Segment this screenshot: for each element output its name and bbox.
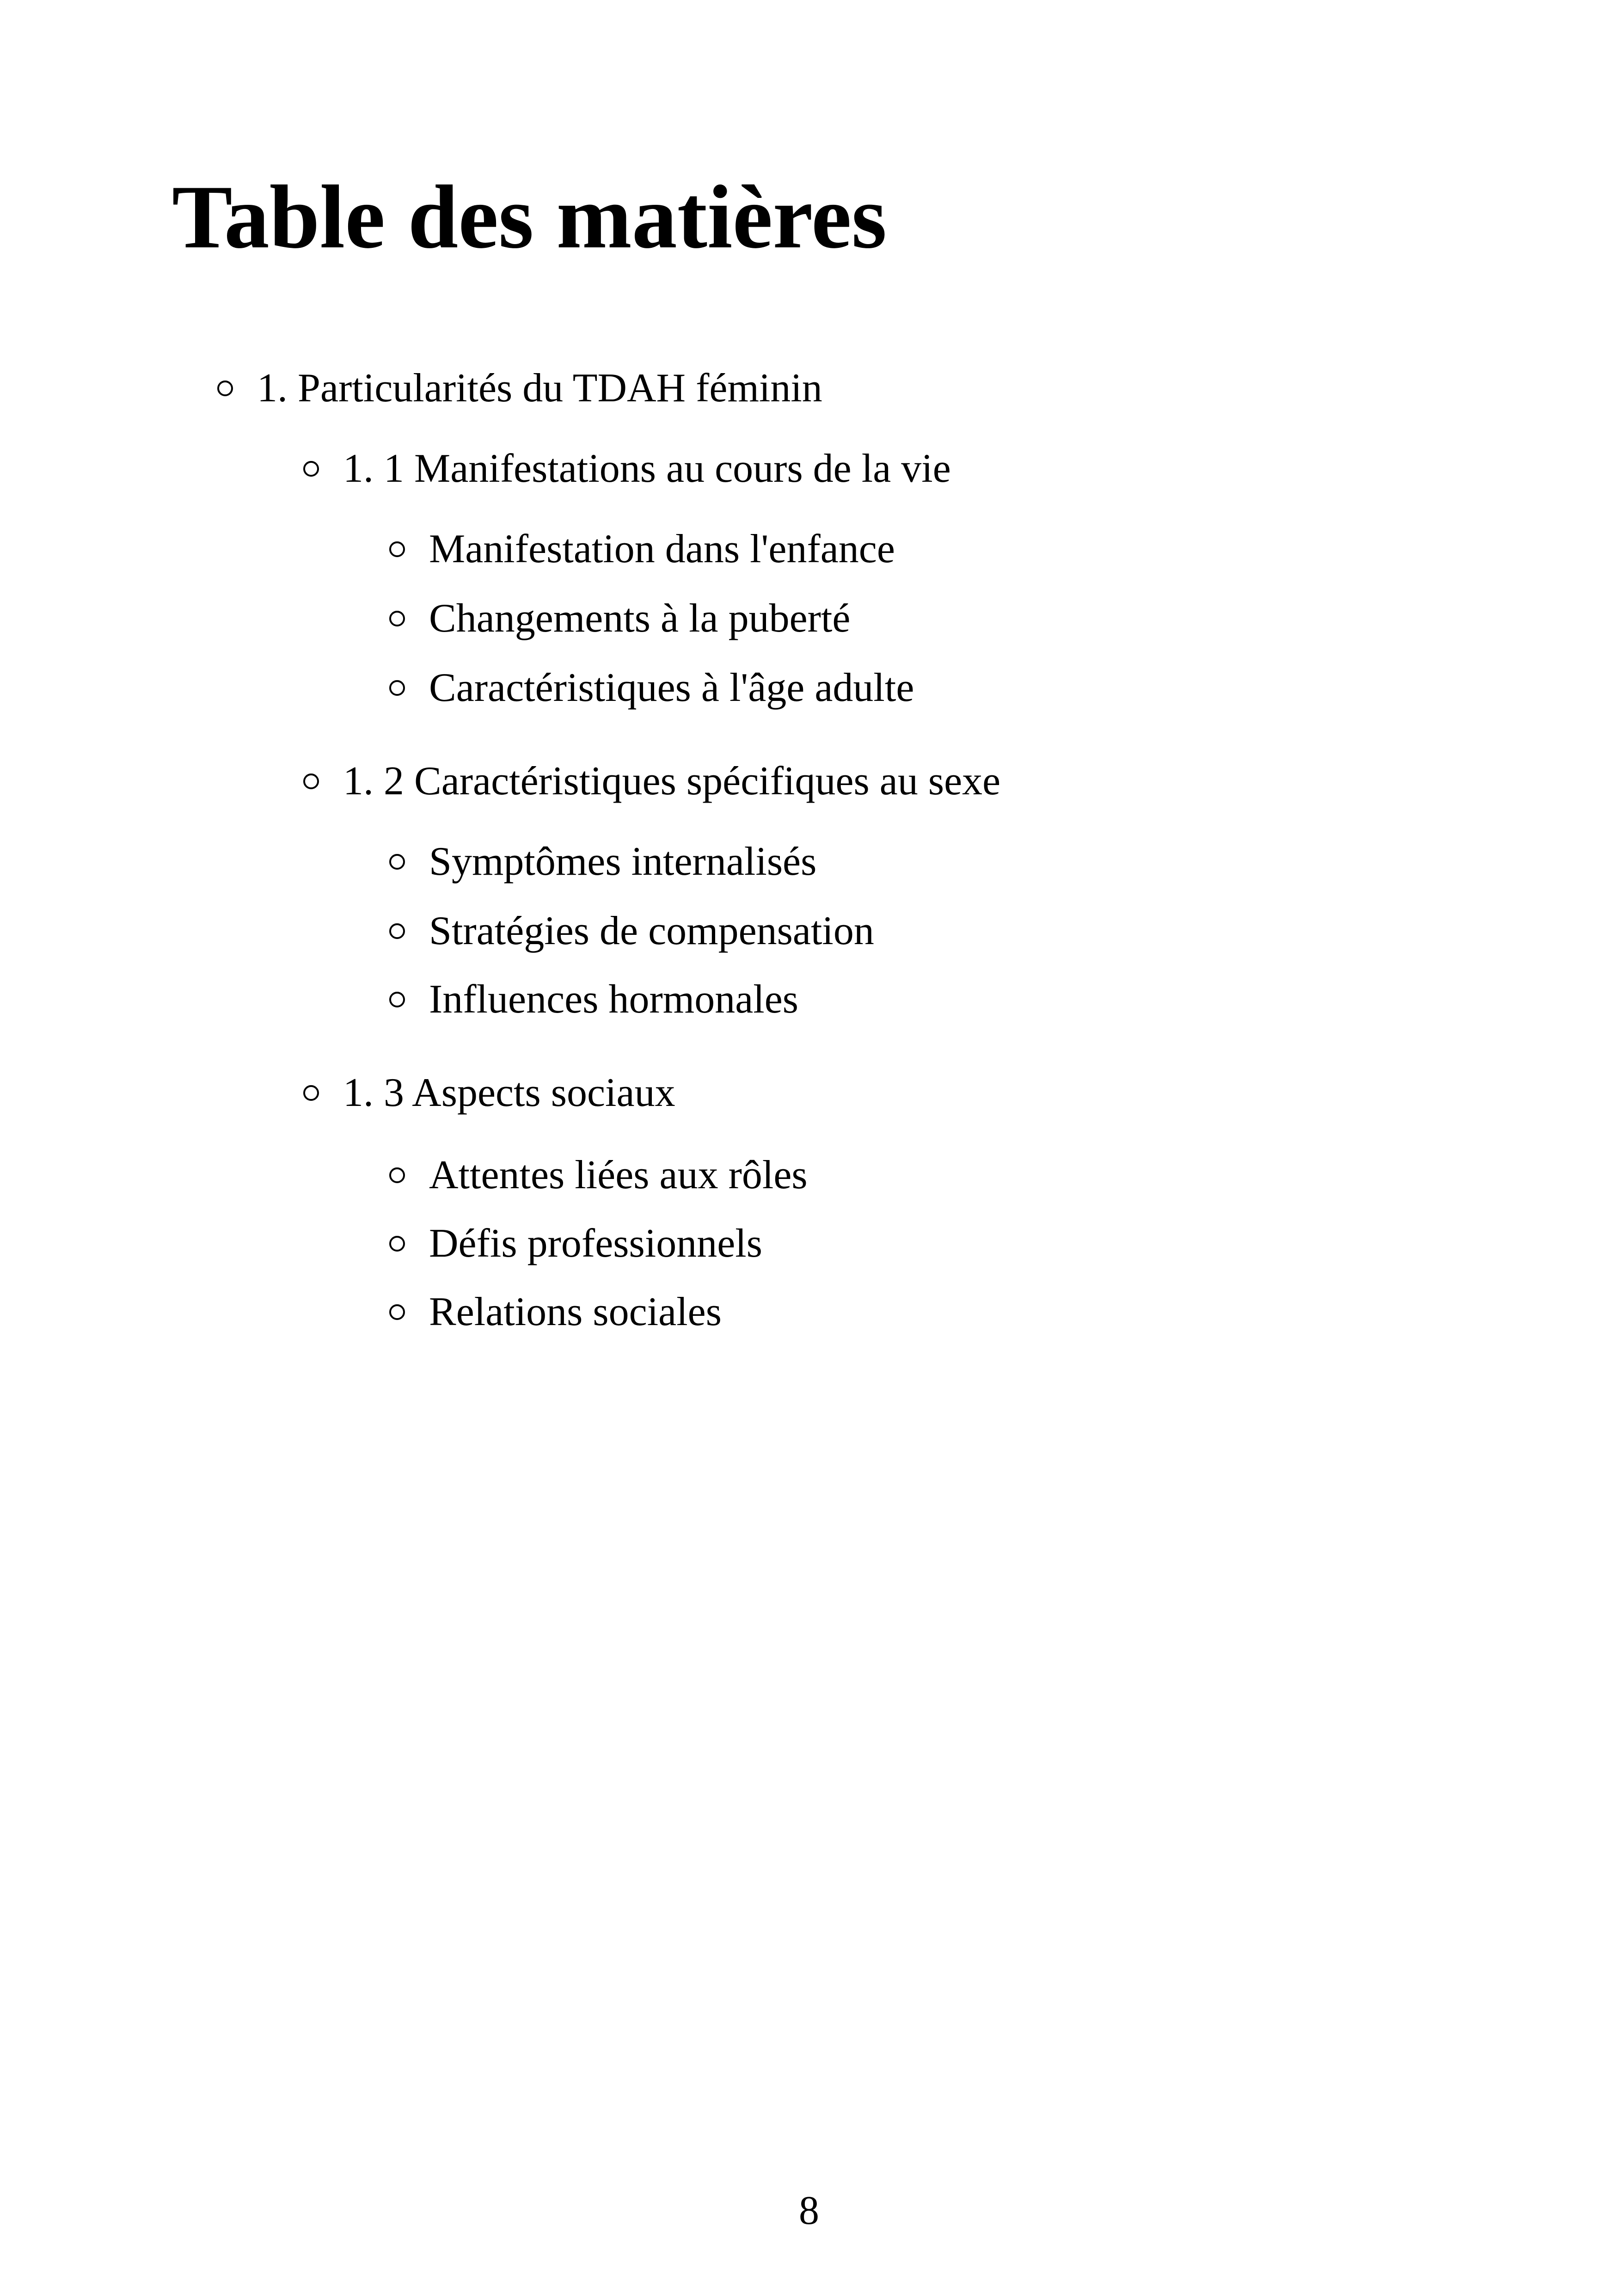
page-number: 8 (799, 2188, 819, 2233)
toc-entry-label: Caractéristiques à l'âge adulte (429, 665, 914, 710)
toc-entry-label: Manifestation dans l'enfance (429, 527, 895, 571)
toc-entry-item[interactable] (389, 979, 798, 1020)
toc-entry-item[interactable] (389, 665, 914, 710)
circle-bullet-icon (303, 774, 319, 789)
toc-entry-label: 1. 3 Aspects sociaux (343, 1070, 675, 1115)
circle-bullet-icon (389, 923, 405, 939)
toc-entry-label: Symptômes internalisés (429, 839, 817, 884)
toc-entry-subsection-1-1[interactable] (303, 448, 951, 489)
circle-bullet-icon (389, 854, 405, 870)
circle-bullet-icon (303, 461, 319, 477)
toc-entry-item[interactable] (389, 1223, 762, 1264)
toc-entry-item[interactable] (389, 529, 895, 570)
toc-entry-label: 1. Particularités du TDAH féminin (257, 366, 822, 411)
toc-entry-label: Influences hormonales (429, 977, 799, 1022)
circle-bullet-icon (389, 541, 405, 557)
circle-bullet-icon (389, 680, 405, 696)
toc-entry-label: Relations sociales (429, 1289, 722, 1334)
toc-entry-item[interactable] (389, 1155, 808, 1196)
circle-bullet-icon (389, 1304, 405, 1320)
circle-bullet-icon (389, 1167, 405, 1183)
toc-entry-subsection-1-2[interactable] (303, 761, 1000, 802)
circle-bullet-icon (389, 1236, 405, 1252)
toc-entry-item[interactable] (389, 911, 874, 952)
toc-entry-label: Défis professionnels (429, 1221, 762, 1266)
toc-entry-label: 1. 2 Caractéristiques spécifiques au sexe (343, 759, 1001, 804)
circle-bullet-icon (217, 381, 233, 396)
toc-entry-item[interactable] (389, 841, 816, 882)
circle-bullet-icon (389, 992, 405, 1007)
toc-entry-label: Changements à la puberté (429, 596, 851, 641)
circle-bullet-icon (303, 1085, 319, 1101)
toc-entry-section-1[interactable] (217, 368, 822, 409)
toc-entry-label: Attentes liées aux rôles (429, 1153, 808, 1197)
toc-entry-subsection-1-3[interactable] (303, 1070, 675, 1115)
page-title: Table des matières (172, 167, 887, 267)
toc-entry-label: Stratégies de compensation (429, 909, 874, 953)
toc-entry-item[interactable] (389, 598, 850, 639)
toc-entry-item[interactable] (389, 1289, 722, 1334)
toc-entry-label: 1. 1 Manifestations au cours de la vie (343, 446, 951, 491)
circle-bullet-icon (389, 611, 405, 626)
